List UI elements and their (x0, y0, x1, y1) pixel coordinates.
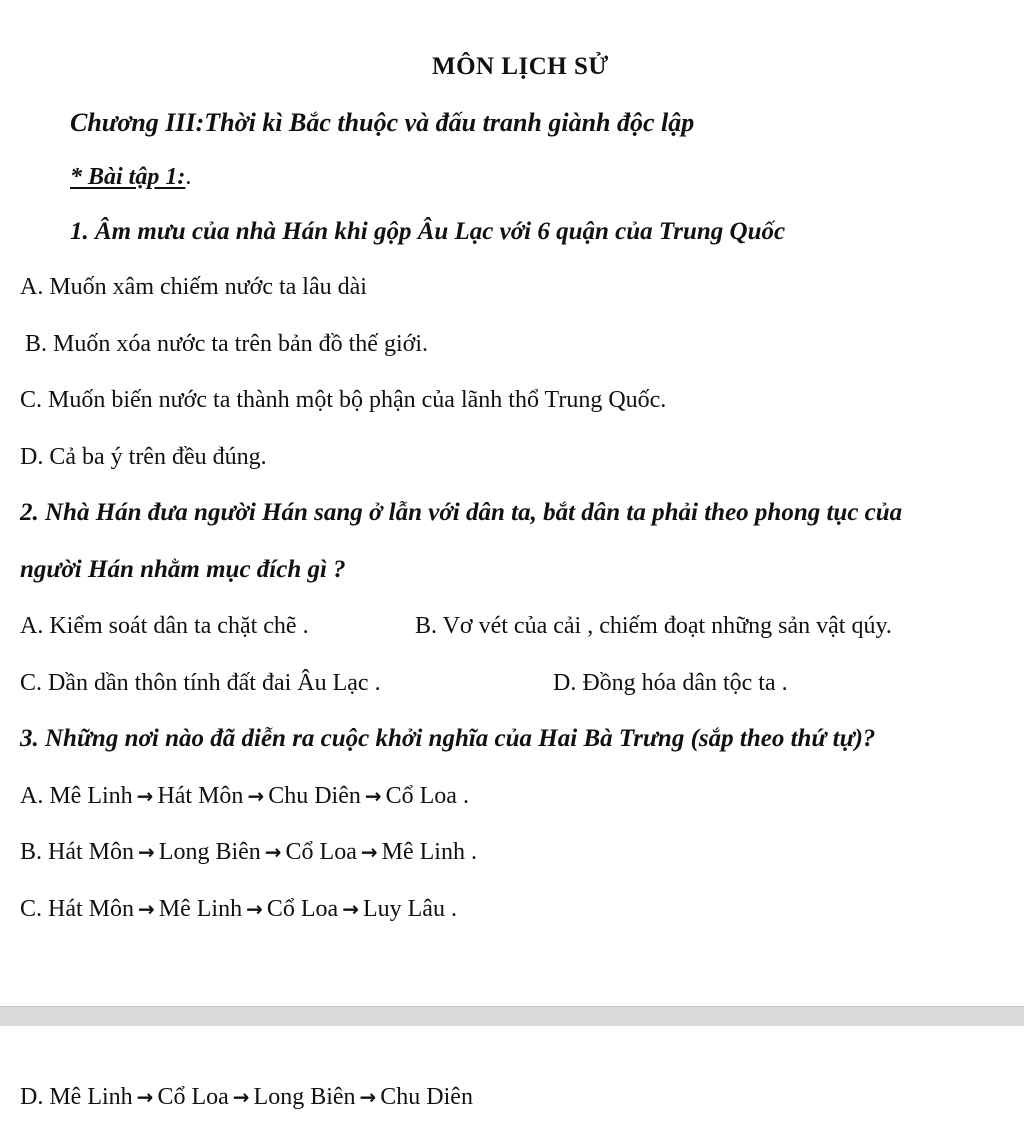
place-name: Cổ Loa . (385, 783, 469, 809)
right-arrow-icon: → (364, 784, 382, 808)
place-name: Chu Diên (268, 783, 361, 809)
right-arrow-icon: → (138, 840, 155, 864)
question-2-answer-b: B. Vơ vét của cải , chiếm đoạt những sản vật qúy. (415, 613, 892, 639)
question-1-answer-a: A. Muốn xâm chiếm nước ta lâu dài (20, 274, 367, 300)
answer-letter: B. (20, 839, 43, 865)
right-arrow-icon: → (360, 840, 378, 864)
place-name: Mê Linh (49, 1084, 133, 1110)
right-arrow-icon: → (136, 1085, 154, 1109)
right-arrow-icon: → (246, 897, 263, 921)
place-name: Luy Lâu . (362, 896, 457, 922)
place-name: Cổ Loa (266, 896, 339, 922)
place-name: Cổ Loa (285, 839, 357, 865)
exercise-heading (70, 162, 191, 192)
place-name: Hát Môn (48, 896, 135, 922)
right-arrow-icon: → (359, 1085, 377, 1109)
question-2-answer-c: C. Dần dần thôn tính đất đai Âu Lạc . (20, 670, 381, 696)
answer-letter: C. (20, 896, 43, 922)
question-1-answer-d: D. Cả ba ý trên đều đúng. (20, 444, 267, 470)
question-2-text-line-2: người Hán nhằm mục đích gì ? (20, 556, 346, 583)
answer-letter: A. (20, 783, 44, 809)
chapter-heading: Chương III:Thời kì Bắc thuộc và đấu tranh giành độc lập (70, 108, 695, 137)
question-1-answer-c: C. Muốn biến nước ta thành một bộ phận của lãnh thổ Trung Quốc. (20, 387, 667, 413)
place-name: Hát Môn (48, 839, 135, 865)
exercise-suffix: . (185, 164, 192, 190)
question-2-text-line-1: 2. Nhà Hán đưa người Hán sang ở lẫn với dân ta, bắt dân ta phải theo phong tục của (20, 499, 903, 526)
question-1-answer-b: B. Muốn xóa nước ta trên bản đồ thế giới. (25, 331, 428, 357)
place-name: Long Biên (253, 1084, 356, 1110)
answer-letter: D. (20, 1084, 44, 1110)
right-arrow-icon: → (264, 840, 282, 864)
page-title: MÔN LỊCH SỬ (432, 53, 609, 80)
place-name: Chu Diên (380, 1084, 473, 1110)
right-arrow-icon: → (247, 784, 265, 808)
question-3-answer-b (20, 837, 477, 867)
place-name: Mê Linh (49, 783, 133, 809)
place-name: Cổ Loa (157, 1084, 229, 1110)
right-arrow-icon: → (138, 897, 155, 921)
place-name: Hát Môn (157, 783, 244, 809)
right-arrow-icon: → (136, 784, 154, 808)
page-break-divider (0, 1006, 1024, 1028)
question-3-text: 3. Những nơi nào đã diễn ra cuộc khởi nghĩa của Hai Bà Trưng (sắp theo thứ tự)? (20, 725, 876, 752)
exercise-label: * Bài tập 1: (70, 164, 186, 190)
question-2-answer-d: D. Đồng hóa dân tộc ta . (553, 670, 788, 696)
question-3-answer-d (20, 1082, 473, 1112)
question-1-text: 1. Âm mưu của nhà Hán khi gộp Âu Lạc với 6 quận của Trung Quốc (70, 218, 786, 245)
document-page-2 (0, 1026, 1024, 1131)
right-arrow-icon: → (232, 1085, 250, 1109)
place-name: Long Biên (158, 839, 261, 865)
question-2-answer-a: A. Kiểm soát dân ta chặt chẽ . (20, 613, 309, 639)
question-3-answer-c (20, 894, 457, 924)
place-name: Mê Linh . (381, 839, 477, 865)
right-arrow-icon: → (342, 897, 359, 921)
question-3-answer-a (20, 781, 469, 811)
place-name: Mê Linh (158, 896, 243, 922)
